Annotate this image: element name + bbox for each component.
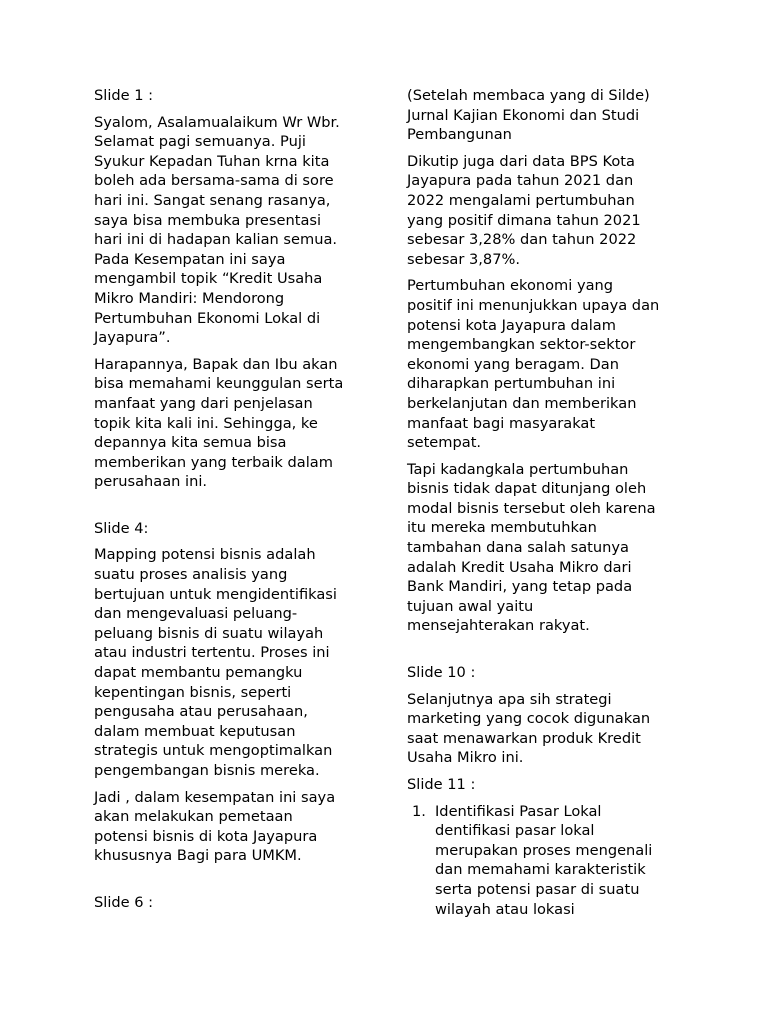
left-column	[94, 86, 370, 920]
slide-6-heading: Slide 6 :	[94, 893, 154, 911]
slide-11-heading: Slide 11 :	[407, 776, 476, 793]
slide-4-mapping-paragraph: Mapping potensi bisnis adalah suatu proses analisis yang bertujuan untuk mengidentifikasi dan mengevaluasi peluang- peluang bisnis di suatu wilayah atau industri tertentu. Proses ini dapat membantu pemangku kepentingan bisnis, seperti pengusaha atau perusahaan, dalam membuat keputusan strategis untuk mengoptimalkan pengembangan bisnis mereka.	[94, 546, 337, 779]
bps-data-paragraph: Dikutip juga dari data BPS Kota Jayapura pada tahun 2021 dan 2022 mengalami pertumbuhan yang positif dimana tahun 2021 sebesar 3,28% dan tahun 2022 sebesar 3,87%.	[407, 152, 641, 268]
list-item	[407, 802, 683, 920]
slide-1-opening-paragraph: Syalom, Asalamualaikum Wr Wbr. Selamat pagi semuanya. Puji Syukur Kepadan Tuhan krna kita boleh ada bersama-sama di sore hari ini. Sangat senang rasanya, saya bisa membuka presentasi hari ini di hadapan kalian semua. Pada Kesempatan ini saya mengambil topik “Kredit Usaha Mikro Mandiri: Mendorong Pertumbuhan Ekonomi Lokal di Jayapura”.	[94, 113, 340, 347]
slide-1-hope-paragraph: Harapannya, Bapak dan Ibu akan bisa memahami keunggulan serta manfaat yang dari penjelasan topik kita kali ini. Sehingga, ke depannya kita semua bisa memberikan yang terbaik dalam perusahaan ini.	[94, 355, 344, 491]
slide-11-numbered-list	[407, 802, 683, 920]
list-item-number: 1.	[412, 802, 426, 820]
list-item-title: Identifikasi Pasar Lokal	[435, 802, 602, 820]
slide-1-heading: Slide 1 :	[94, 87, 154, 104]
slide-10-strategy-paragraph: Selanjutnya apa sih strategi marketing yang cocok digunakan saat menawarkan produk Kredit Usaha Mikro ini.	[407, 690, 651, 767]
journal-reference-paragraph: (Setelah membaca yang di Silde) Jurnal Kajian Ekonomi dan Studi Pembangunan	[407, 87, 650, 144]
list-item-body: dentifikasi pasar lokal merupakan proses mengenali dan memahami karakteristik serta potensi pasar di suatu wilayah atau lokasi	[435, 822, 653, 918]
slide-4-summary-paragraph: Jadi , dalam kesempatan ini saya akan melakukan pemetaan potensi bisnis di kota Jayapura khususnya Bagi para UMKM.	[94, 788, 336, 865]
slide-4-heading: Slide 4:	[94, 519, 149, 537]
right-column	[407, 86, 683, 919]
economic-growth-paragraph: Pertumbuhan ekonomi yang positif ini menunjukkan upaya dan potensi kota Jayapura dalam mengembangkan sektor-sektor ekonomi yang beragam. Dan diharapkan pertumbuhan ini berkelanjutan dan memberikan manfaat bagi masyarakat setempat.	[407, 277, 660, 452]
slide-10-heading: Slide 10 :	[407, 664, 476, 682]
funding-need-paragraph: Tapi kadangkala pertumbuhan bisnis tidak dapat ditunjang oleh modal bisnis tersebut oleh karena itu mereka membutuhkan tambahan dana salah satunya adalah Kredit Usaha Mikro dari Bank Mandiri, yang tetap pada tujuan awal yaitu mensejahterakan rakyat.	[407, 460, 656, 635]
